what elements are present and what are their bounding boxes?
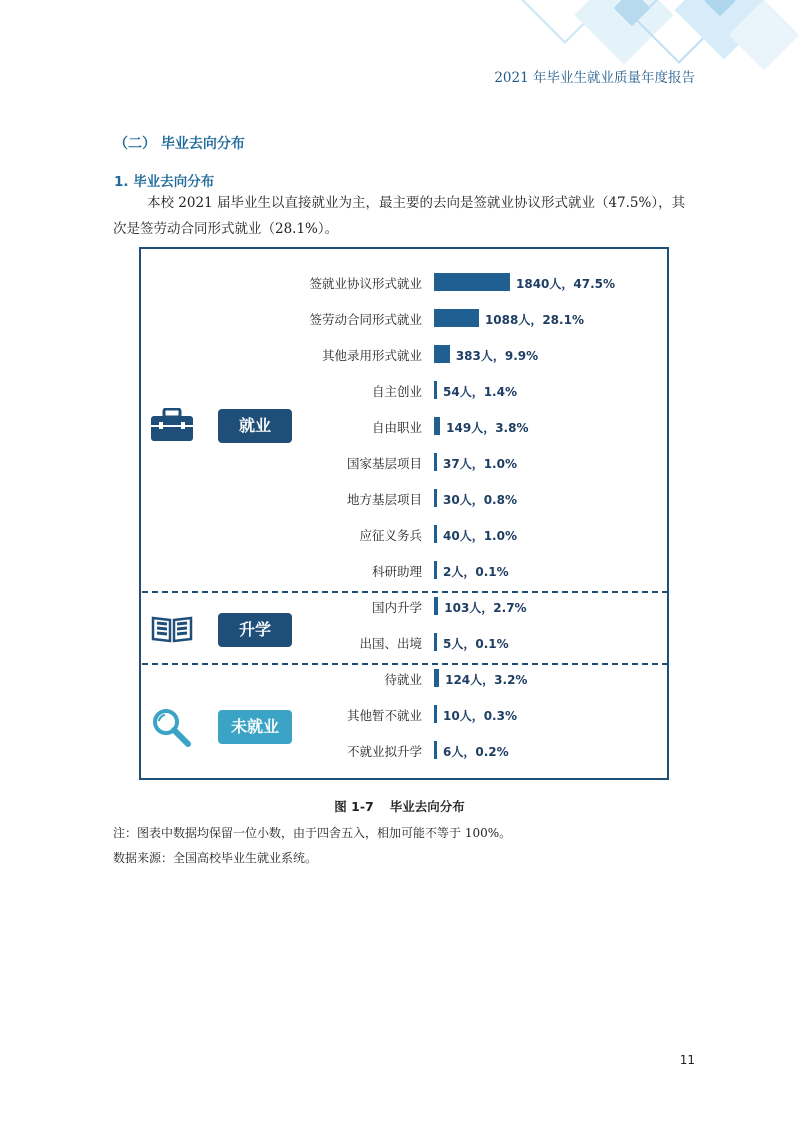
category-label: 其他录用形式就业 [321,348,422,363]
category-label: 签就业协议形式就业 [309,276,422,291]
data-source-note: 数据来源：全国高校毕业生就业系统。 [113,851,318,865]
subsection-heading: 1. 毕业去向分布 [114,174,215,190]
bar [434,345,450,363]
page-number: 11 [679,1053,695,1067]
value-label: 40人，1.0% [443,529,517,543]
group-divider [142,663,668,665]
figure-caption [0,797,799,815]
value-label: 10人，0.3% [443,709,517,723]
category-label: 自主创业 [371,384,422,399]
group-badge-unemployed: 未就业 [218,710,292,744]
category-label: 科研助理 [371,564,422,579]
figure-number: 图 1-7 [334,799,374,814]
value-label: 5人，0.1% [443,637,509,651]
intro-paragraph [113,190,703,242]
value-label: 1088人，28.1% [484,313,584,327]
value-label: 6人，0.2% [443,745,509,759]
value-label: 2人，0.1% [443,565,509,579]
bar [434,309,479,327]
section-heading: （二） 毕业去向分布 [114,136,245,152]
category-label: 出国、出境 [359,636,422,651]
group-divider [142,591,668,593]
bar [434,669,439,687]
value-label: 37人，1.0% [443,457,517,471]
bar [434,597,438,615]
category-label: 其他暂不就业 [346,708,422,723]
category-label: 地方基层项目 [346,492,422,507]
bar [434,489,437,507]
category-label: 国内升学 [371,600,422,615]
open-book-icon [151,614,193,644]
bar [434,705,437,723]
rounding-note: 注：图表中数据均保留一位小数，由于四舍五入，相加可能不等于 100%。 [113,826,512,840]
group-badge-further-study: 升学 [218,613,292,647]
figure-title: 毕业去向分布 [389,799,465,814]
value-label: 149人，3.8% [446,421,529,435]
bar [434,453,437,471]
value-label: 383人，9.9% [455,349,539,363]
bar [434,633,437,651]
category-label: 国家基层项目 [346,456,422,471]
category-label: 自由职业 [371,420,422,435]
intro-line-2: 次是签劳动合同形式就业（28.1%）。 [113,221,339,237]
value-label: 1840人，47.5% [516,277,616,291]
bar [434,417,440,435]
bar [434,273,510,291]
value-label: 54人，1.4% [443,385,517,399]
intro-line-1: 本校 2021 届毕业生以直接就业为主，最主要的去向是签就业协议形式就业（47.5%），其 [147,195,686,211]
bar [434,561,437,579]
value-label: 30人，0.8% [443,493,517,507]
bar [434,741,437,759]
category-label: 不就业拟升学 [346,744,422,759]
value-label: 124人，3.2% [445,673,528,687]
briefcase-icon [150,408,194,442]
category-label: 应征义务兵 [359,528,422,543]
report-header-title: 2021 年毕业生就业质量年度报告 [494,70,695,86]
group-badge-employed: 就业 [218,409,292,443]
magnifier-icon [151,708,193,748]
value-label: 103人，2.7% [444,601,527,615]
bar [434,381,437,399]
category-label: 待就业 [384,672,422,687]
bar [434,525,437,543]
category-label: 签劳动合同形式就业 [309,312,422,327]
